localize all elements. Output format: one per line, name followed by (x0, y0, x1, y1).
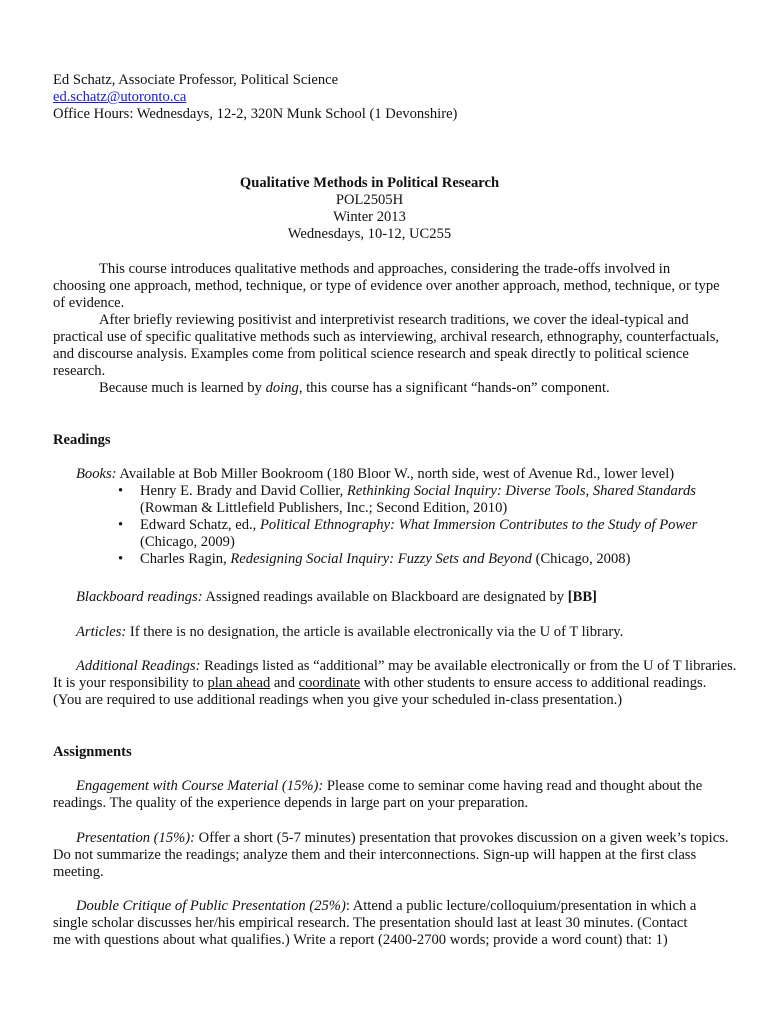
additional-text: with other students to ensure access to additional readings. (360, 675, 707, 691)
book-item (70, 517, 750, 551)
course-code: POL2505H (335, 192, 404, 208)
instructor-name: Ed Schatz, Associate Professor, Political Science (53, 72, 339, 88)
intro-p1-line: This course introduces qualitative methods and approaches, considering the trade-offs involved in (99, 261, 671, 277)
additional-label: Additional Readings: (76, 658, 201, 674)
articles-label: Articles: (76, 624, 127, 640)
critique-section (53, 898, 733, 949)
presentation-section (53, 830, 733, 881)
presentation-label: Presentation (15%): (76, 830, 196, 846)
book-author: Edward Schatz, ed., (140, 517, 260, 533)
book-publisher: (Chicago, 2009) (140, 534, 235, 550)
book-item (70, 551, 750, 568)
engagement-text: readings. The quality of the experience depends in large part on your preparation. (53, 795, 529, 811)
presentation-text: Offer a short (5-7 minutes) presentation that provokes discussion on a given week’s topics. (195, 830, 729, 846)
book-title: Redesigning Social Inquiry: Fuzzy Sets and Beyond (230, 551, 532, 567)
additional-readings-section (53, 658, 737, 709)
intro-p1-line: choosing one approach, method, technique, or type of evidence over another approach, method, technique, or type (53, 278, 720, 294)
assignments-heading-block (53, 744, 733, 761)
presentation-text: meeting. (53, 864, 104, 880)
intro-p1-line: of evidence. (53, 295, 125, 311)
coordinate-underlined: coordinate (298, 675, 361, 691)
critique-text: single scholar discusses her/his empirical research. The presentation should last at least 30 minutes. (Contact (53, 915, 688, 931)
blackboard-text: Assigned readings available on Blackboard are designated by (202, 589, 568, 605)
course-title-block (0, 175, 768, 243)
additional-text: and (270, 675, 299, 691)
intro-p2-line: research. (53, 363, 106, 379)
readings-heading: Readings (53, 432, 111, 448)
additional-text: It is your responsibility to (53, 675, 208, 691)
engagement-label: Engagement with Course Material (15%): (76, 778, 324, 794)
book-title: Rethinking Social Inquiry: Diverse Tools, Shared Standards (346, 483, 696, 499)
office-hours: Office Hours: Wednesdays, 12-2, 320N Munk School (1 Devonshire) (53, 106, 458, 122)
course-title: Qualitative Methods in Political Research (239, 175, 500, 191)
book-publisher: (Chicago, 2008) (531, 551, 631, 567)
bullet-icon: • (118, 483, 124, 499)
intro-p3-line (53, 380, 733, 397)
critique-text: : Attend a public lecture/colloquium/presentation in which a (345, 898, 697, 914)
book-title: Political Ethnography: What Immersion Contributes to the Study of Power (259, 517, 698, 533)
course-description (53, 261, 733, 397)
critique-text: me with questions about what qualifies.) Write a report (2400-2700 words; provide a word count) that: 1) (53, 932, 668, 948)
books-label: Books: (76, 466, 117, 482)
instructor-header (53, 72, 733, 123)
presentation-text: Do not summarize the readings; analyze them and their interconnections. Sign-up will happen at the first class (53, 847, 697, 863)
intro-p3-text: Because much is learned by (99, 380, 266, 396)
critique-label: Double Critique of Public Presentation (25%) (76, 898, 346, 914)
instructor-email-link[interactable]: ed.schatz@utoronto.ca (53, 89, 187, 105)
intro-p2-line: and discourse analysis. Examples come from political science research and speak directly to political science (53, 346, 689, 362)
course-term: Winter 2013 (333, 209, 406, 225)
engagement-section (53, 778, 733, 812)
articles-text: If there is no designation, the article is available electronically via the U of T library. (126, 624, 624, 640)
books-section (76, 466, 756, 483)
bullet-icon: • (118, 551, 124, 567)
readings-heading-block (53, 432, 733, 449)
engagement-text: Please come to seminar come having read and thought about the (323, 778, 703, 794)
assignments-heading: Assignments (53, 744, 132, 760)
book-author: Henry E. Brady and David Collier, (140, 483, 347, 499)
books-text: Available at Bob Miller Bookroom (180 Bloor W., north side, west of Avenue Rd., lower level) (116, 466, 675, 482)
intro-p2-line: After briefly reviewing positivist and interpretivist research traditions, we cover the ideal-typical and (99, 312, 689, 328)
intro-p2-line: practical use of specific qualitative methods such as interviewing, archival research, ethnography, counterfactuals, (53, 329, 720, 345)
plan-ahead-underlined: plan ahead (207, 675, 271, 691)
blackboard-label: Blackboard readings: (76, 589, 203, 605)
bullet-icon: • (118, 517, 124, 533)
intro-p3-emphasis: doing (265, 380, 299, 396)
bb-tag: [BB] (567, 589, 597, 605)
book-list (70, 483, 750, 568)
course-schedule: Wednesdays, 10-12, UC255 (287, 226, 452, 242)
additional-text: (You are required to use additional readings when you give your scheduled in-class presentation.) (53, 692, 623, 708)
book-publisher: (Rowman & Littlefield Publishers, Inc.; Second Edition, 2010) (140, 500, 508, 516)
intro-p3-text: , this course has a significant “hands-on” component. (298, 380, 610, 396)
book-item (70, 483, 750, 517)
book-author: Charles Ragin, (140, 551, 231, 567)
additional-text: Readings listed as “additional” may be available electronically or from the U of T libraries. (200, 658, 737, 674)
blackboard-section (76, 589, 756, 606)
articles-section (76, 624, 756, 641)
